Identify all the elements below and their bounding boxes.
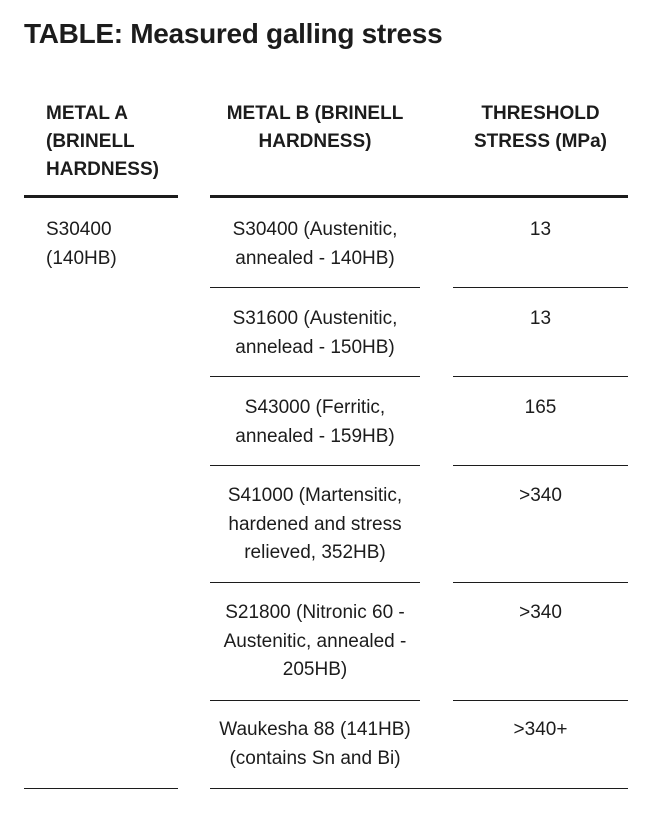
column-header-metal-b: METAL B (BRINELL HARDNESS) bbox=[226, 103, 404, 152]
table-title: TABLE: Measured galling stress bbox=[24, 18, 443, 49]
row-divider bbox=[453, 582, 628, 583]
row-divider bbox=[453, 376, 628, 377]
table-row-2-metal-b: S31600 (Austenitic, annelead - 150HB) bbox=[232, 308, 398, 358]
table-row-4-metal-b: S41000 (Martensitic, hardened and stress relieved, 352HB) bbox=[227, 485, 403, 563]
row-divider bbox=[453, 700, 628, 701]
table-row-5-threshold: >340 bbox=[519, 602, 562, 623]
table-row-3-metal-b: S43000 (Ferritic, annealed - 159HB) bbox=[235, 397, 395, 447]
table-row-6-metal-b: Waukesha 88 (141HB) (contains Sn and Bi) bbox=[219, 719, 411, 769]
table-row-3-threshold: 165 bbox=[524, 397, 557, 418]
row-divider bbox=[210, 376, 420, 377]
metal-a-value: S30400 (140HB) bbox=[46, 219, 117, 269]
table-row-1-threshold: 13 bbox=[529, 219, 552, 240]
row-divider bbox=[453, 287, 628, 288]
row-divider bbox=[210, 700, 420, 701]
column-header-threshold-stress: THRESHOLD STRESS (MPa) bbox=[473, 103, 608, 152]
row-divider bbox=[210, 465, 420, 466]
table-row-5-metal-b: S21800 (Nitronic 60 - Austenitic, annealed - 205HB) bbox=[223, 602, 407, 680]
header-divider-metal-a bbox=[24, 195, 178, 198]
header-divider-metal-b-threshold bbox=[210, 195, 628, 198]
table-bottom-rule-metal-b-threshold bbox=[210, 788, 628, 789]
table-row-4-threshold: >340 bbox=[519, 485, 562, 506]
column-header-metal-a: METAL A (BRINELL HARDNESS) bbox=[46, 103, 159, 180]
table-row-1-metal-b: S30400 (Austenitic, annealed - 140HB) bbox=[232, 219, 398, 269]
row-divider bbox=[210, 287, 420, 288]
table-row-2-threshold: 13 bbox=[529, 308, 552, 329]
row-divider bbox=[453, 465, 628, 466]
row-divider bbox=[210, 582, 420, 583]
table-bottom-rule-metal-a bbox=[24, 788, 178, 789]
table-row-6-threshold: >340+ bbox=[513, 719, 568, 740]
